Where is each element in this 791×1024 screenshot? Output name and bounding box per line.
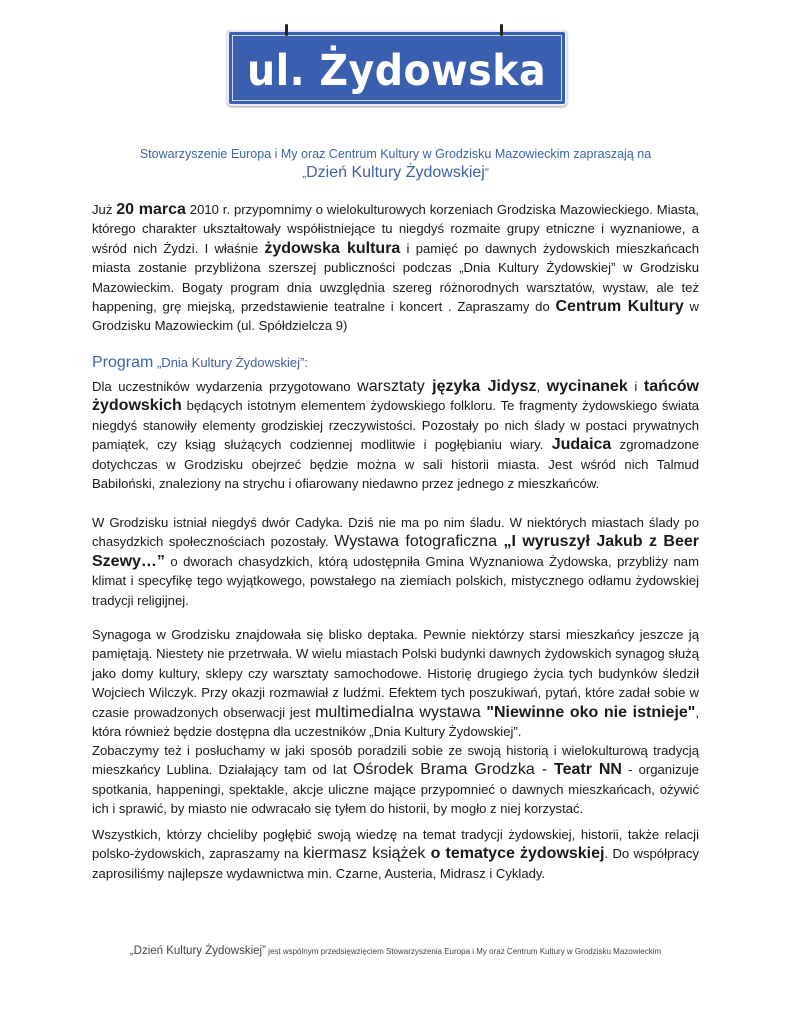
judaica-highlight: Judaica	[551, 436, 612, 454]
paragraph-hasidic	[92, 513, 699, 610]
footer-note	[60, 944, 731, 959]
title-open-quote: „	[302, 166, 307, 180]
text-run: , która również będzie dostępna dla uczestników „Dnia Kultury Żydowskiej”.	[92, 704, 700, 740]
text-run: i	[627, 379, 644, 394]
text-run: 2010 r. przypomnimy o wielokulturowych korzeniach Grodziska Mazowieckiego. Miasta, którego charakter ukształtowały współistniejące tu niegdyś rozmaite grupy etniczne i wyznaniowe, a wśród nich Żydzi. I właśnie	[92, 202, 699, 256]
text-run: o dworach chasydzkich, którą udostępniła Gmina Wyznaniowa Żydowska, przybliży nam klimat i specyfikę tego wyjątkowego, powstałego na ziemiach polskich, mistycznego odłamu żydowskiej tradycji religijnej.	[92, 553, 699, 608]
text-run: zgromadzone dotychczas w Grodzisku obejrzeć będzie można w sali historii miasta. Jest wśród nich Talmud Babiloński, znaleziony na strychu i ofiarowany niedawno przez jednego z mieszkańców.	[92, 437, 699, 492]
paragraph-synagogue	[92, 625, 699, 741]
exhibition-highlight: Wystawa fotograficzna	[334, 533, 504, 551]
papercut-highlight: wycinanek	[546, 378, 628, 395]
date-highlight: 20 marca	[116, 201, 186, 218]
program-word: Program	[92, 354, 154, 371]
text-run: Dla uczestników wydarzenia przygotowano	[92, 379, 358, 394]
culture-highlight: żydowska kultura	[264, 239, 401, 257]
text-run: . Do współpracy zaprosiliśmy najlepsze wydawnictwa min. Czarne, Austeria, Midrasz i Cyklady.	[92, 846, 700, 881]
theatre-highlight: Teatr NN	[554, 761, 622, 779]
title-text: Dzień Kultury Żydowskiej	[306, 164, 485, 181]
event-title	[60, 163, 731, 183]
paragraph-workshops	[92, 377, 699, 493]
center-highlight: Ośrodek Brama Grodzka -	[352, 761, 554, 779]
sign-hook-right	[500, 24, 503, 36]
title-close-quote: ”	[484, 166, 489, 180]
text-run: Już	[92, 202, 117, 217]
venue-highlight: Centrum Kultury	[555, 298, 684, 316]
paragraph-lublin	[92, 741, 699, 819]
footer-text: jest wspólnym przedsięwzięciem Stowarzyszenia Europa i My oraz Centrum Kultury w Grodzisku Mazowieckim	[265, 947, 662, 956]
program-subtitle: „Dnia Kultury Żydowskiej”:	[153, 355, 308, 370]
multimedia-title: "Niewinne oko nie istnieje"	[486, 703, 696, 721]
dances-highlight: tańców żydowskich	[92, 378, 699, 415]
text-run: ,	[536, 379, 547, 394]
exhibition-title: „I wyruszył Jakub z Beer Szewy…”	[92, 533, 699, 570]
multimedia-highlight: multimedialna wystawa	[315, 703, 487, 721]
street-sign-text: ul. Żydowska	[247, 46, 547, 96]
text-run: Wszystkich, którzy chcieliby pogłębić swoją wiedzę na temat tradycji żydowskiej, historii, także relacji polsko-żydowskich, zapraszamy na	[92, 827, 699, 862]
sign-hook-left	[285, 24, 288, 36]
text-run: Synagoga w Grodzisku znajdowała się blisko deptaka. Pewnie niektórzy starsi mieszkańcy jeszcze ją pamiętają. Niestety nie przetrwała. W wielu miastach Polski budynki dawnych żydowskich synagog służą jako domy kultury, sklepy czy warsztaty samochodowe. Historię drugiego życia tych budynków śledził Wojciech Wilczyk. Przy okazji rozmawiał z ludźmi. Efektem tych poszukiwań, pytań, które zadał sobie w czasie prowadzonych obserwacji jest	[92, 627, 699, 720]
text-run: i pamięć po dawnych żydowskich mieszkańcach miasta zostanie przybliżona szerszej publiczności podczas „Dnia Kultury Żydowskiej” w Grodzisku Mazowieckim. Bogaty program dnia uwzględnia szereg różnorodnych warsztatów, wystaw, ale też happening, grę miejską, przedstawienie teatralne i koncert . Zapraszamy do	[92, 240, 699, 315]
workshops-highlight: warsztaty	[357, 378, 433, 395]
footer-title: „Dzień Kultury Żydowskiej”	[129, 945, 266, 957]
street-sign-image	[227, 30, 567, 106]
text-run: w Grodzisku Mazowieckim (ul. Spółdzielcza 9)	[92, 299, 700, 334]
text-run: W Grodzisku istniał niegdyś dwór Cadyka. Dziś nie ma po nim śladu. W niektórych miastach ślady po chasydzkich społecznościach pozostały.	[92, 515, 699, 550]
jewish-theme-highlight: o tematyce żydowskiej	[430, 845, 605, 863]
book-fair-highlight: kiermasz książek	[302, 845, 431, 863]
program-heading	[92, 353, 699, 373]
text-run: Zobaczymy też i posłuchamy w jaki sposób poradzili sobie ze swoją historią i wielokulturową tradycją mieszkańcy Lublina. Działający tam od lat	[92, 743, 699, 778]
yiddish-highlight: języka Jidysz	[432, 378, 537, 395]
text-run: będących istotnym elementem żydowskiego folkloru. Te fragmenty żydowskiego świata niegdyś stanowiły elementy grodziskiej rzeczywistości. Pozostały po nich ślady w postaci prywatnych pamiątek, czy ksiąg służących codziennej modlitwie i pogłębianiu wiary.	[92, 398, 699, 453]
text-run: - organizuje spotkania, happeningi, spektakle, akcje uliczne mające przypomnieć o dawnych mieszkańcach, ożywić ich i sprawić, by miasto nie odwracało się tyłem do historii, by mogło z niej korzystać.	[92, 762, 700, 817]
paragraph-book-fair	[92, 825, 699, 883]
intro-line: Stowarzyszenie Europa i My oraz Centrum Kultury w Grodzisku Mazowieckim zapraszają na	[139, 147, 652, 161]
paragraph-intro	[92, 200, 699, 336]
